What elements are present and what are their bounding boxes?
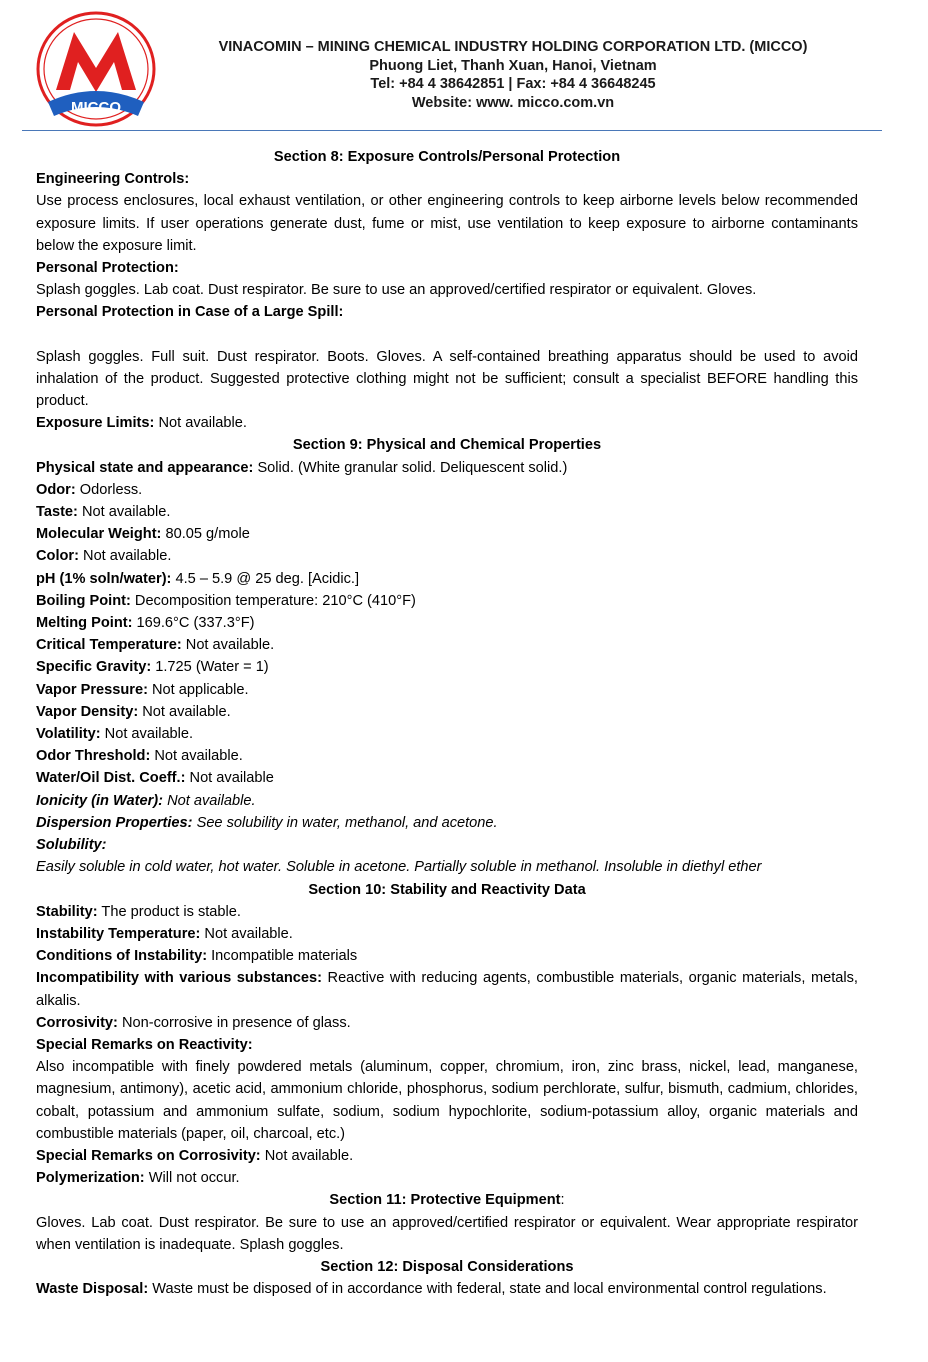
special-remarks-corrosivity-label: Special Remarks on Corrosivity: [36, 1147, 261, 1164]
property-row [36, 568, 858, 590]
property-label: Critical Temperature: [36, 637, 182, 654]
property-label: pH (1% soln/water): [36, 570, 172, 587]
special-remarks-corrosivity-row [36, 1145, 858, 1167]
document-body [36, 146, 858, 1300]
company-website: Website: www. micco.com.vn [411, 94, 615, 111]
property-row [36, 634, 858, 656]
corrosivity-label: Corrosivity: [36, 1014, 118, 1031]
property-row [36, 656, 858, 678]
property-label: Volatility: [36, 726, 101, 743]
waste-disposal-row [36, 1278, 858, 1300]
logo-text: MICCO [71, 99, 121, 116]
company-address: Phuong Liet, Thanh Xuan, Hanoi, Vietnam [369, 57, 657, 74]
property-row [36, 612, 858, 634]
conditions-of-instability-label: Conditions of Instability: [36, 948, 208, 965]
property-label: Odor Threshold: [36, 748, 151, 765]
property-row [36, 457, 858, 479]
dispersion-value: See solubility in water, methanol, and acetone. [192, 814, 498, 831]
section-10-title: Section 10: Stability and Reactivity Data [308, 881, 586, 898]
section-9-title: Section 9: Physical and Chemical Properties [292, 437, 602, 454]
company-name: VINACOMIN – MINING CHEMICAL INDUSTRY HOLDING CORPORATION LTD. (MICCO) [218, 39, 808, 55]
stability-value: The product is stable. [97, 903, 241, 920]
personal-protection-text: Splash goggles. Lab coat. Dust respirator. Be sure to use an approved/certified respirator or equivalent. Gloves. [36, 282, 757, 299]
property-row [36, 590, 858, 612]
property-value: Not available. [181, 637, 275, 654]
engineering-controls-label: Engineering Controls: [36, 171, 190, 188]
exposure-limits-label: Exposure Limits: [36, 415, 155, 432]
instability-temperature-label: Instability Temperature: [36, 925, 201, 942]
polymerization-row [36, 1167, 858, 1189]
property-label: Taste: [36, 504, 78, 521]
solubility-text: Easily soluble in cold water, hot water. Soluble in acetone. Partially soluble in methanol. Insoluble in diethyl ether [36, 859, 762, 876]
section-12-title: Section 12: Disposal Considerations [320, 1258, 574, 1275]
property-value: 1.725 (Water = 1) [151, 659, 269, 676]
property-row [36, 545, 858, 567]
conditions-of-instability-row [36, 945, 858, 967]
property-value: Solid. (White granular solid. Deliquescent solid.) [253, 459, 568, 476]
property-label: Physical state and appearance: [36, 459, 254, 476]
property-row [36, 679, 858, 701]
solubility-label: Solubility: [36, 837, 107, 854]
section-11-title-row [36, 1189, 858, 1211]
special-remarks-reactivity-label: Special Remarks on Reactivity: [36, 1036, 253, 1053]
polymerization-label: Polymerization: [36, 1170, 145, 1187]
instability-temperature-row [36, 923, 858, 945]
dispersion-row [36, 812, 858, 834]
property-label: Molecular Weight: [36, 526, 162, 543]
engineering-controls-text: Use process enclosures, local exhaust ventilation, or other engineering controls to keep airborne levels below recommended exposure limits. If user operations generate dust, fume or mist, use ventilation to keep exposure to airborne contaminants below the exposure limit. [36, 193, 858, 254]
company-info [168, 38, 858, 112]
property-row [36, 501, 858, 523]
property-label: Water/Oil Dist. Coeff.: [36, 770, 186, 787]
waste-disposal-value: Waste must be disposed of in accordance with federal, state and local environmental control regulations. [148, 1281, 827, 1298]
property-row [36, 701, 858, 723]
property-label: Vapor Pressure: [36, 681, 148, 698]
incompatibility-label: Incompatibility with various substances: [36, 970, 322, 987]
property-row [36, 523, 858, 545]
property-row [36, 745, 858, 767]
document-header [0, 0, 928, 136]
property-value: Odorless. [75, 481, 143, 498]
property-value: Not available. [77, 504, 171, 521]
ionicity-row [36, 790, 858, 812]
property-value: 80.05 g/mole [161, 526, 250, 543]
polymerization-value: Will not occur. [144, 1170, 240, 1187]
personal-protection-label: Personal Protection: [36, 260, 179, 277]
corrosivity-value: Non-corrosive in presence of glass. [117, 1014, 351, 1031]
large-spill-text: Splash goggles. Full suit. Dust respirator. Boots. Gloves. A self-contained breathing apparatus should be used to avoid inhalation of the product. Suggested protective clothing might not be sufficient; consult a specialist BEFORE handling this product. [36, 348, 858, 410]
ionicity-value: Not available. [163, 792, 256, 809]
property-label: Vapor Density: [36, 703, 139, 720]
micco-logo [34, 10, 158, 128]
exposure-limits-value: Not available. [154, 415, 247, 432]
property-value: Not available [185, 770, 274, 787]
waste-disposal-label: Waste Disposal: [36, 1281, 149, 1298]
property-value: Decomposition temperature: 210°C (410°F) [130, 592, 416, 609]
incompatibility-row [36, 967, 858, 1011]
property-label: Melting Point: [36, 615, 133, 632]
property-value: Not available. [78, 548, 172, 565]
exposure-limits-row [36, 412, 858, 434]
incompatibility-value: Reactive with reducing agents, combustible materials, organic materials, metals, alkalis. [36, 970, 858, 1009]
instability-temperature-value: Not available. [200, 925, 293, 942]
company-phone-fax: Tel: +84 4 38642851 | Fax: +84 4 36648245 [370, 76, 656, 92]
header-divider [22, 130, 882, 131]
property-row [36, 767, 858, 789]
stability-row [36, 901, 858, 923]
property-label: Odor: [36, 481, 76, 498]
property-value: 169.6°C (337.3°F) [132, 615, 255, 632]
section-11-title: Section 11: Protective Equipment [329, 1192, 561, 1209]
property-value: Not available. [138, 703, 231, 720]
property-label: Boiling Point: [36, 592, 131, 609]
property-value: Not applicable. [147, 681, 249, 698]
corrosivity-row [36, 1012, 858, 1034]
property-label: Color: [36, 548, 79, 565]
property-row [36, 479, 858, 501]
ionicity-label: Ionicity (in Water): [36, 792, 164, 809]
large-spill-label: Personal Protection in Case of a Large Spill: [36, 304, 344, 321]
section-8-title: Section 8: Exposure Controls/Personal Protection [273, 149, 621, 165]
stability-label: Stability: [36, 903, 98, 920]
protective-equipment-text: Gloves. Lab coat. Dust respirator. Be sure to use an approved/certified respirator or equivalent. Wear appropriate respirator when ventilation is inadequate. Splash goggles. [36, 1214, 858, 1253]
section-11-title-suffix: : [560, 1192, 565, 1209]
property-value: Not available. [100, 726, 194, 743]
property-label: Specific Gravity: [36, 659, 152, 676]
conditions-of-instability-value: Incompatible materials [207, 948, 358, 965]
property-value: Not available. [150, 748, 243, 765]
dispersion-label: Dispersion Properties: [36, 814, 193, 831]
spacer [36, 324, 858, 346]
property-row [36, 723, 858, 745]
special-remarks-corrosivity-value: Not available. [260, 1147, 354, 1164]
property-value: 4.5 – 5.9 @ 25 deg. [Acidic.] [171, 570, 360, 587]
special-remarks-reactivity-text: Also incompatible with finely powdered metals (aluminum, copper, chromium, iron, zinc brass, nickel, lead, manganese, magnesium, antimony), acetic acid, ammonium chloride, phosphorus, sodium perchlorate, sulfur, bismuth, cadmium, chlorides, cobalt, potassium and ammonium sulfate, sodium, sodium hypochlorite, sodium-potassium alloy, organic materials and combustible materials (paper, oil, charcoal, etc.) [36, 1059, 858, 1142]
